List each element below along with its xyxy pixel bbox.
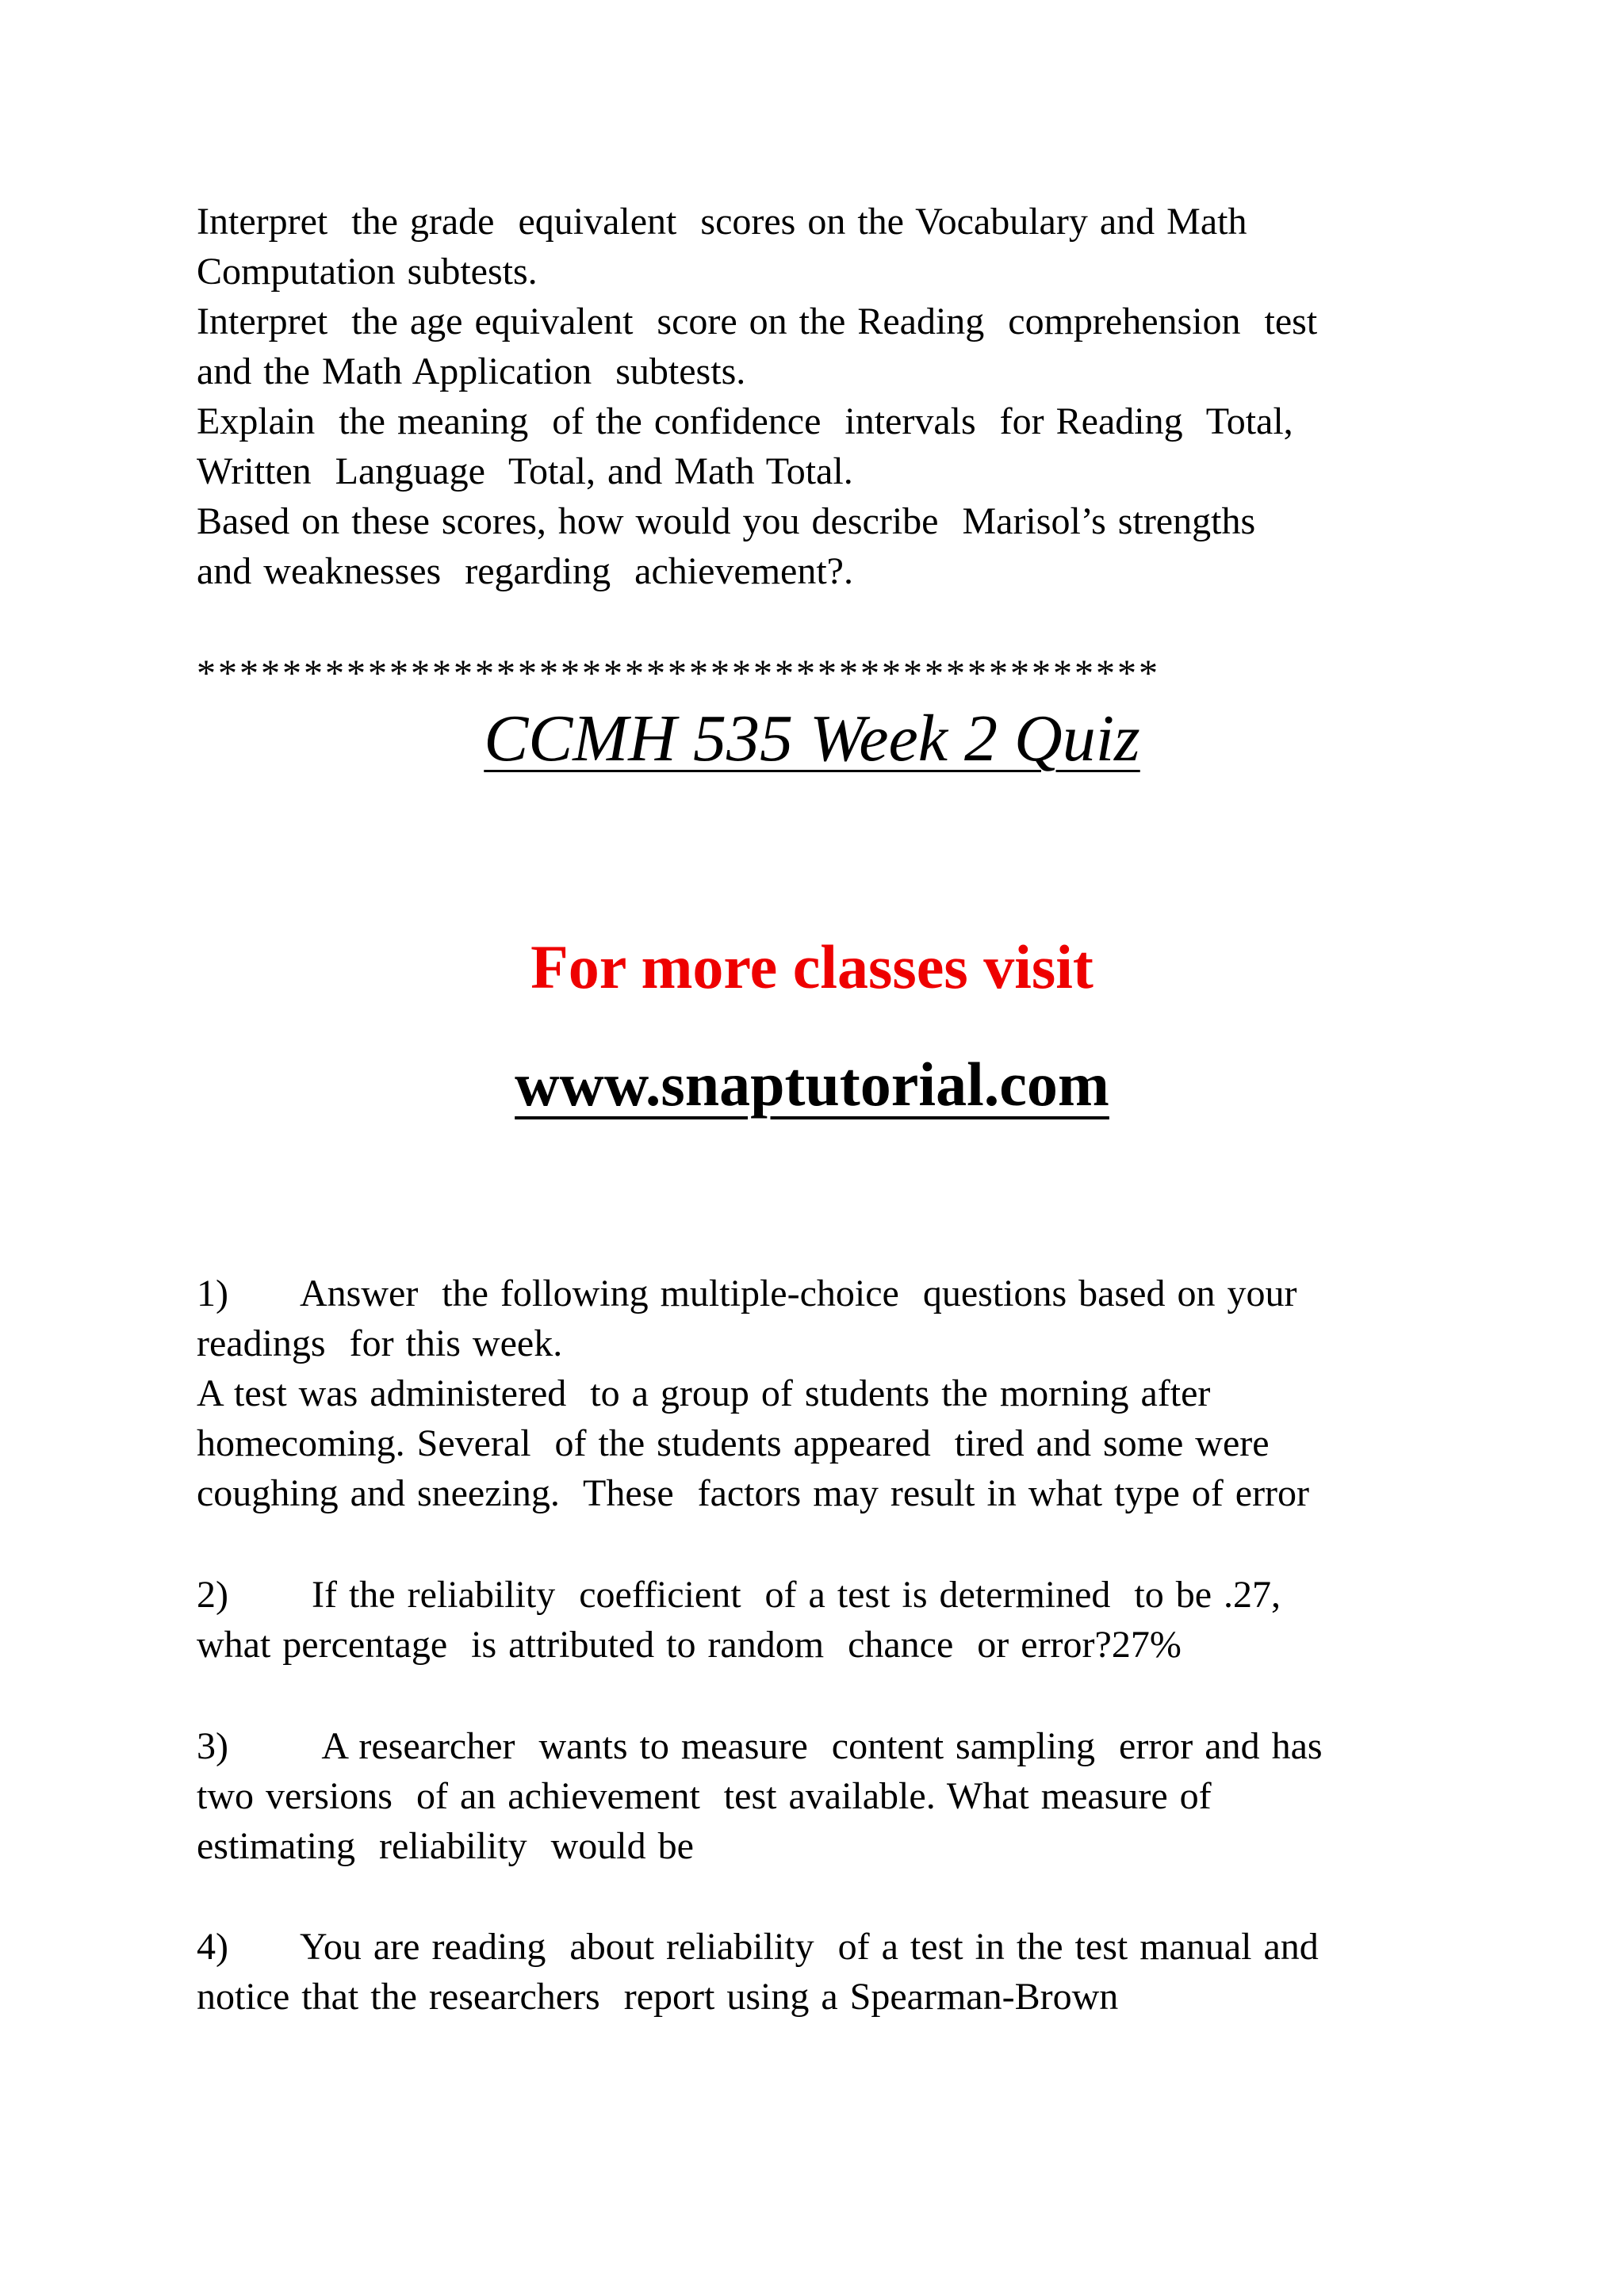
promo-link[interactable] xyxy=(0,1045,1624,1124)
question-number: 3) xyxy=(197,1725,228,1767)
quiz-title xyxy=(0,699,1624,779)
intro-instructions: Interpret the grade equivalent scores on the Vocabulary and Math Computation subtests. Interpret the age equivalent score on the Reading comprehension test and the Math Application subtests. Explain the meaning of the confidence intervals for Reading Total, Written Language Total, and Math Total. Based on these scores, how would you describe Marisol’s strengths and weaknesses regarding achievement?. xyxy=(197,201,1318,592)
promo-url[interactable]: www.snaptutorial.com xyxy=(515,1050,1109,1119)
question-text: Answer the following multiple-choice questions based on your readings for this week. A test was administered to a group of students the morning after homecoming. Several of the students appeared tired and some were coughing and sneezing. These factors may result in what type of error xyxy=(197,1272,1310,1514)
question-text: If the reliability coefficient of a test is determined to be .27, what percentage is attributed to random chance or error?27% xyxy=(197,1574,1281,1666)
question-text: You are reading about reliability of a test in the test manual and notice that the researchers report using a Spearman-Brown xyxy=(197,1926,1319,2018)
separator-line: ********************************************* xyxy=(197,652,1160,695)
question-3 xyxy=(197,1721,1434,1871)
question-2 xyxy=(197,1570,1434,1670)
question-number: 1) xyxy=(197,1272,228,1314)
question-4 xyxy=(197,1922,1434,2022)
question-number: 4) xyxy=(197,1926,228,1968)
question-1 xyxy=(197,1269,1434,1518)
quiz-title-text: CCMH 535 Week 2 Quiz xyxy=(484,702,1140,775)
promo-line: For more classes visit xyxy=(530,932,1094,1001)
question-text: A researcher wants to measure content sampling error and has two versions of an achievement test available. What measure of estimating reliability would be xyxy=(197,1725,1323,1867)
question-number: 2) xyxy=(197,1574,228,1616)
